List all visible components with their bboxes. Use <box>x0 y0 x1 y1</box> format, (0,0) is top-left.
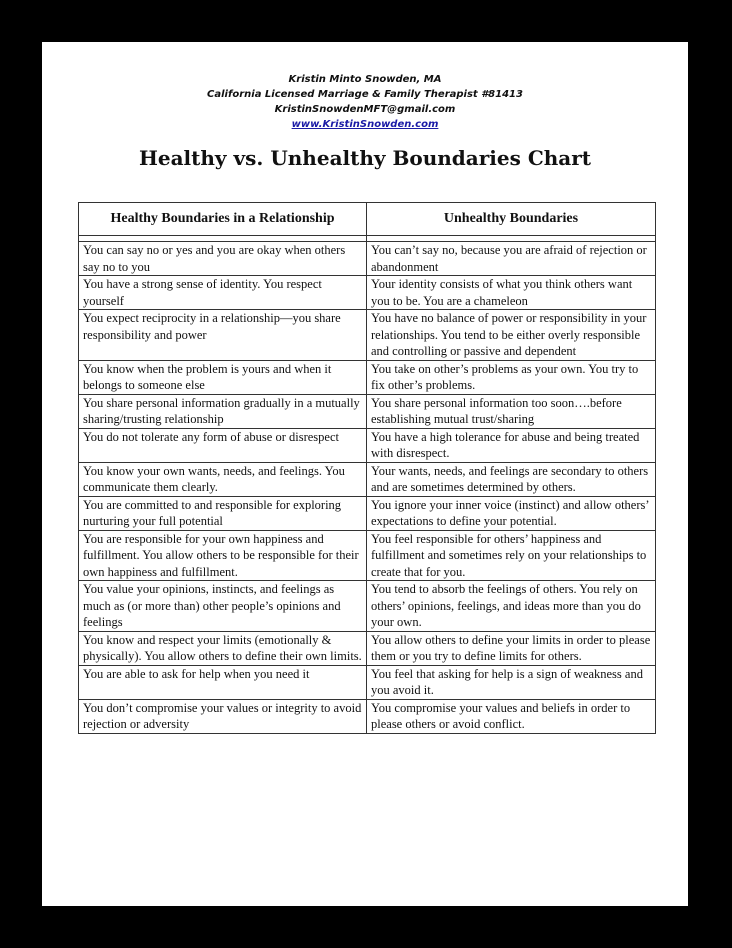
license-line: California Licensed Marriage & Family Therapist #81413 <box>207 89 523 100</box>
healthy-cell: You value your opinions, instincts, and feelings as much as (or more than) other people’s opinions and feelings <box>79 581 367 632</box>
healthy-cell: You share personal information gradually in a mutually sharing/trusting relationship <box>79 394 367 428</box>
unhealthy-cell: You allow others to define your limits in order to please them or you try to define limits for others. <box>367 631 656 665</box>
healthy-cell: You have a strong sense of identity. You respect yourself <box>79 276 367 310</box>
unhealthy-cell: You have no balance of power or responsibility in your relationships. You tend to be either overly responsible and controlling or passive and dependent <box>367 310 656 361</box>
unhealthy-cell: You tend to absorb the feelings of others. You rely on others’ opinions, feelings, and ideas more than you do your own. <box>367 581 656 632</box>
healthy-cell: You don’t compromise your values or integrity to avoid rejection or adversity <box>79 699 367 733</box>
unhealthy-cell: You take on other’s problems as your own. You try to fix other’s problems. <box>367 360 656 394</box>
table-row <box>79 699 656 733</box>
table-row <box>79 631 656 665</box>
page-title: Healthy vs. Unhealthy Boundaries Chart <box>138 146 592 170</box>
healthy-cell: You are committed to and responsible for exploring nurturing your full potential <box>79 496 367 530</box>
unhealthy-cell: You compromise your values and beliefs in order to please others or avoid conflict. <box>367 699 656 733</box>
website-link[interactable]: www.KristinSnowden.com <box>291 119 439 130</box>
table-row <box>79 428 656 462</box>
author-header <box>42 72 688 132</box>
table-row <box>79 242 656 276</box>
table-row <box>79 276 656 310</box>
table-row <box>79 462 656 496</box>
column-header-healthy: Healthy Boundaries in a Relationship <box>79 203 367 236</box>
unhealthy-cell: You can’t say no, because you are afraid of rejection or abandonment <box>367 242 656 276</box>
table-row <box>79 665 656 699</box>
unhealthy-cell: Your wants, needs, and feelings are secondary to others and are sometimes determined by others. <box>367 462 656 496</box>
table-row <box>79 581 656 632</box>
table-row <box>79 530 656 581</box>
author-name: Kristin Minto Snowden, MA <box>288 74 442 85</box>
healthy-cell: You know when the problem is yours and when it belongs to someone else <box>79 360 367 394</box>
table-row <box>79 310 656 361</box>
healthy-cell: You know and respect your limits (emotionally & physically). You allow others to define their own limits. <box>79 631 367 665</box>
table-row <box>79 360 656 394</box>
healthy-cell: You are responsible for your own happiness and fulfillment. You allow others to be responsible for their own happiness and fulfillment. <box>79 530 367 581</box>
healthy-cell: You know your own wants, needs, and feelings. You communicate them clearly. <box>79 462 367 496</box>
unhealthy-cell: You feel responsible for others’ happiness and fulfillment and sometimes rely on your relationships to create that for you. <box>367 530 656 581</box>
table-header-row <box>79 203 656 236</box>
unhealthy-cell: Your identity consists of what you think others want you to be. You are a chameleon <box>367 276 656 310</box>
healthy-cell: You expect reciprocity in a relationship—you share responsibility and power <box>79 310 367 361</box>
email-line: KristinSnowdenMFT@gmail.com <box>274 104 456 115</box>
unhealthy-cell: You share personal information too soon….before establishing mutual trust/sharing <box>367 394 656 428</box>
column-header-unhealthy: Unhealthy Boundaries <box>367 203 656 236</box>
healthy-cell: You can say no or yes and you are okay when others say no to you <box>79 242 367 276</box>
unhealthy-cell: You feel that asking for help is a sign of weakness and you avoid it. <box>367 665 656 699</box>
unhealthy-cell: You ignore your inner voice (instinct) and allow others’ expectations to define your potential. <box>367 496 656 530</box>
unhealthy-cell: You have a high tolerance for abuse and being treated with disrespect. <box>367 428 656 462</box>
healthy-cell: You are able to ask for help when you need it <box>79 665 367 699</box>
table-row <box>79 394 656 428</box>
healthy-cell: You do not tolerate any form of abuse or disrespect <box>79 428 367 462</box>
table-row <box>79 496 656 530</box>
boundaries-table <box>78 202 656 734</box>
document-page <box>42 42 688 906</box>
